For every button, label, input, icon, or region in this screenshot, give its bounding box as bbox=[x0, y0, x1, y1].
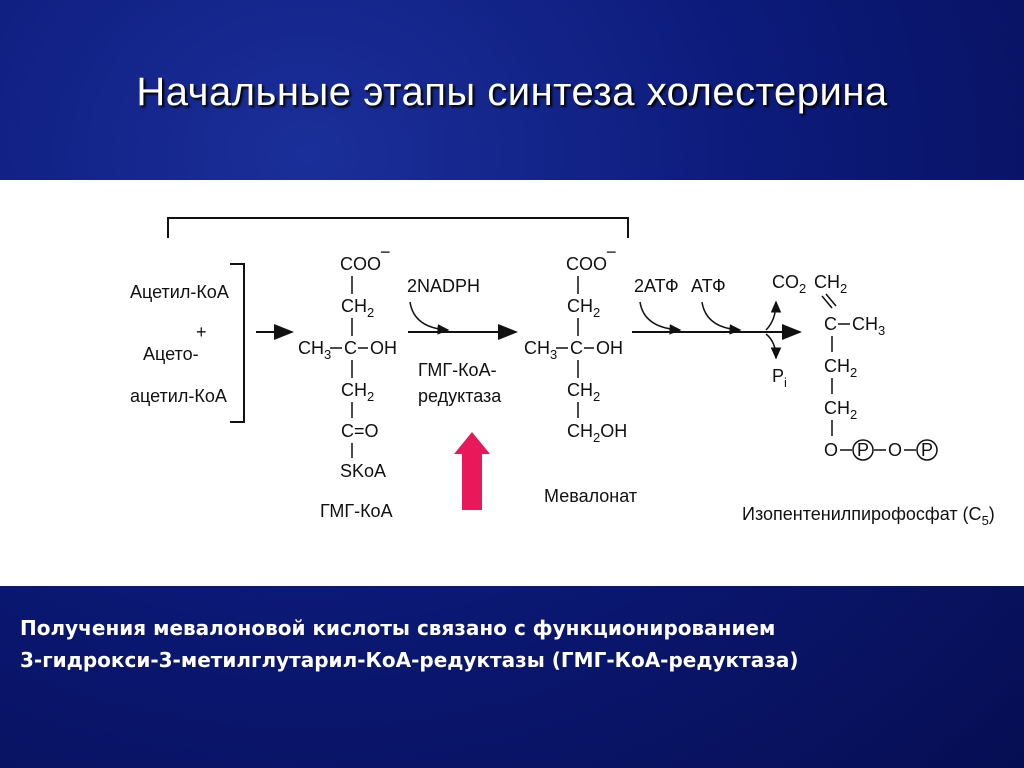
ipp-o1: O bbox=[824, 440, 839, 460]
ipp-name: Изопентенилпирофосфат $(C_5)$ bbox=[742, 504, 995, 528]
regulation-arrow bbox=[454, 432, 490, 510]
ipp-ch2a: $CH_2$ bbox=[824, 356, 858, 380]
mev-ch2: $CH_2$ bbox=[567, 296, 601, 320]
mevalonate-name: Мевалонат bbox=[544, 486, 638, 506]
ipp-structure bbox=[742, 272, 995, 528]
ipp-p2: P bbox=[921, 440, 934, 460]
ipp-ch2-top: $CH_2$ bbox=[814, 272, 848, 296]
aceto-label: Ацето- bbox=[143, 344, 199, 364]
nadph-curve bbox=[410, 302, 448, 330]
ipp-c: C bbox=[824, 314, 837, 334]
pi-release-curve bbox=[766, 334, 776, 358]
cholesterol-synthesis-diagram bbox=[0, 180, 1024, 586]
nadph-label: 2NADPH bbox=[407, 276, 481, 296]
footer-line-1: Получения мевалоновой кислоты связано с функционированием bbox=[20, 616, 776, 640]
top-bracket-line bbox=[168, 218, 628, 238]
mev-ch2oh: $CH_2OH$ bbox=[567, 421, 628, 445]
co2-release-curve bbox=[766, 302, 776, 330]
mev-oh: OH bbox=[596, 338, 623, 358]
hmg-co: C=O bbox=[341, 421, 379, 441]
mev-coo: COO bbox=[566, 254, 608, 274]
plus-sign: + bbox=[196, 322, 207, 342]
mevalonate-structure bbox=[524, 242, 637, 506]
enzyme-name-line1: ГМГ-КоА- bbox=[418, 360, 497, 380]
hmg-c: C bbox=[344, 338, 357, 358]
footer-line-2: 3-гидрокси-3-метилглутарил-КоА-редуктазы (ГМГ-КоА-редуктаза) bbox=[20, 648, 799, 672]
slide-title: Начальные этапы синтеза холестерина bbox=[136, 70, 888, 114]
atp-curve-2 bbox=[702, 302, 740, 330]
reaction-scheme bbox=[0, 180, 1024, 586]
mev-minus: − bbox=[606, 242, 617, 262]
ipp-ch3: $CH_3$ bbox=[852, 314, 886, 338]
atp-label-2: АТФ bbox=[691, 276, 726, 296]
co2-label: $CO_2$ bbox=[772, 272, 807, 296]
acetyl-coa-label: Ацетил-КоА bbox=[130, 282, 229, 302]
hmg-minus: − bbox=[380, 242, 391, 262]
hmg-ch2b: $CH_2$ bbox=[341, 380, 375, 404]
acetoacetyl-coa-label: ацетил-КоА bbox=[130, 386, 227, 406]
atp-curve-1 bbox=[640, 302, 680, 330]
hmg-coa-name: ГМГ-КоА bbox=[320, 501, 393, 521]
hmg-skoa: SKoA bbox=[340, 461, 387, 481]
ipp-o2: O bbox=[888, 440, 903, 460]
hmg-ch2: $CH_2$ bbox=[341, 296, 375, 320]
pi-label: $P_i$ bbox=[772, 366, 787, 390]
footer-caption bbox=[20, 612, 1010, 676]
substrate-bracket bbox=[230, 264, 244, 422]
mev-ch2b: $CH_2$ bbox=[567, 380, 601, 404]
mev-ch3: $CH_3$ bbox=[524, 338, 558, 362]
hmg-ch3: $CH_3$ bbox=[298, 338, 332, 362]
hmg-coo: COO bbox=[340, 254, 382, 274]
ipp-p1: P bbox=[857, 440, 870, 460]
hmg-coa-structure bbox=[298, 242, 397, 521]
atp-label-1: 2АТФ bbox=[634, 276, 679, 296]
hmg-oh: OH bbox=[370, 338, 397, 358]
mev-c: C bbox=[570, 338, 583, 358]
enzyme-name-line2: редуктаза bbox=[418, 386, 502, 406]
ipp-ch2b: $CH_2$ bbox=[824, 398, 858, 422]
